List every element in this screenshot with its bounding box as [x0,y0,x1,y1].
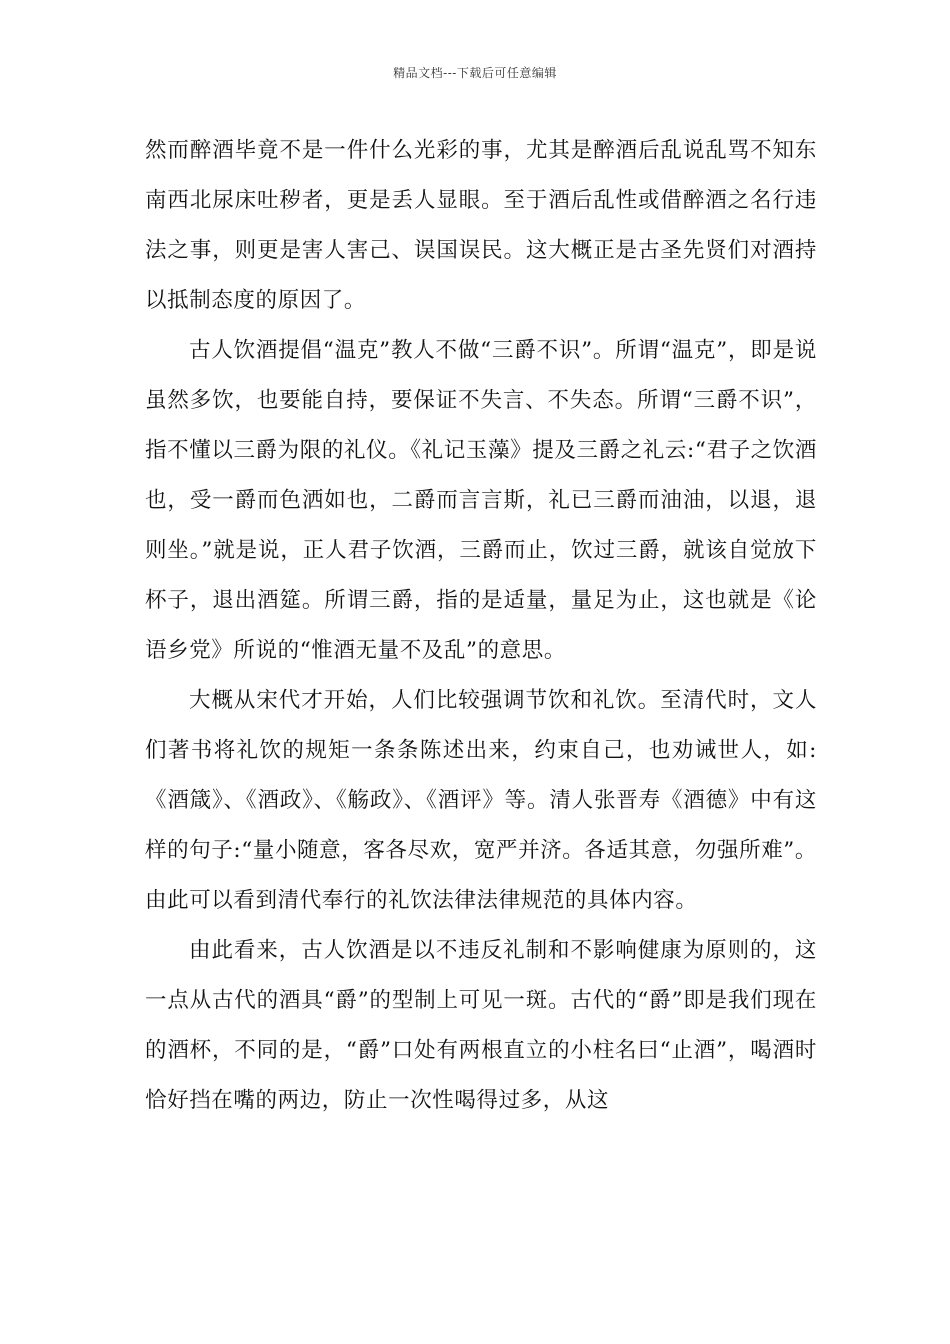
page-header: 精品文档---下载后可任意编辑 [393,66,557,80]
paragraph-3: 大概从宋代才开始，人们比较强调节饮和礼饮。至清代时，文人们著书将礼饮的规矩一条条陈述出来，约束自己，也劝诫世人，如:《酒箴》、《酒政》、《觞政》、《酒评》等。清人张晋寿《酒德》中有这样的句子:“量小随意，客各尽欢，宽严并济。各适其意，勿强所难”。由此可以看到清代奉行的礼饮法律法律规范的具体内容。 [145,688,817,913]
paragraph-4: 由此看来，古人饮酒是以不违反礼制和不影响健康为原则的，这一点从古代的酒具“爵”的型制上可见一斑。古代的“爵”即是我们现在的酒杯，不同的是，“爵”口处有两根直立的小柱名曰“止酒”，喝酒时恰好挡在嘴的两边，防止一次性喝得过多，从这 [145,938,817,1113]
document-body [145,126,817,1126]
paragraph-1: 然而醉酒毕竟不是一件什么光彩的事，尤其是醉酒后乱说乱骂不知东南西北尿床吐秽者，更是丢人显眼。至于酒后乱性或借醉酒之名行违法之事，则更是害人害己、误国误民。这大概正是古圣先贤们对酒持以抵制态度的原因了。 [145,138,817,313]
paragraph-2: 古人饮酒提倡“温克”教人不做“三爵不识”。所谓“温克”，即是说虽然多饮，也要能自持，要保证不失言、不失态。所谓“三爵不识”，指不懂以三爵为限的礼仪。《礼记玉藻》提及三爵之礼云:“君子之饮酒也，受一爵而色洒如也，二爵而言言斯，礼已三爵而油油，以退，退则坐。”就是说，正人君子饮酒，三爵而止，饮过三爵，就该自觉放下杯子，退出酒筵。所谓三爵，指的是适量，量足为止，这也就是《论语乡党》所说的“惟酒无量不及乱”的意思。 [145,338,817,663]
